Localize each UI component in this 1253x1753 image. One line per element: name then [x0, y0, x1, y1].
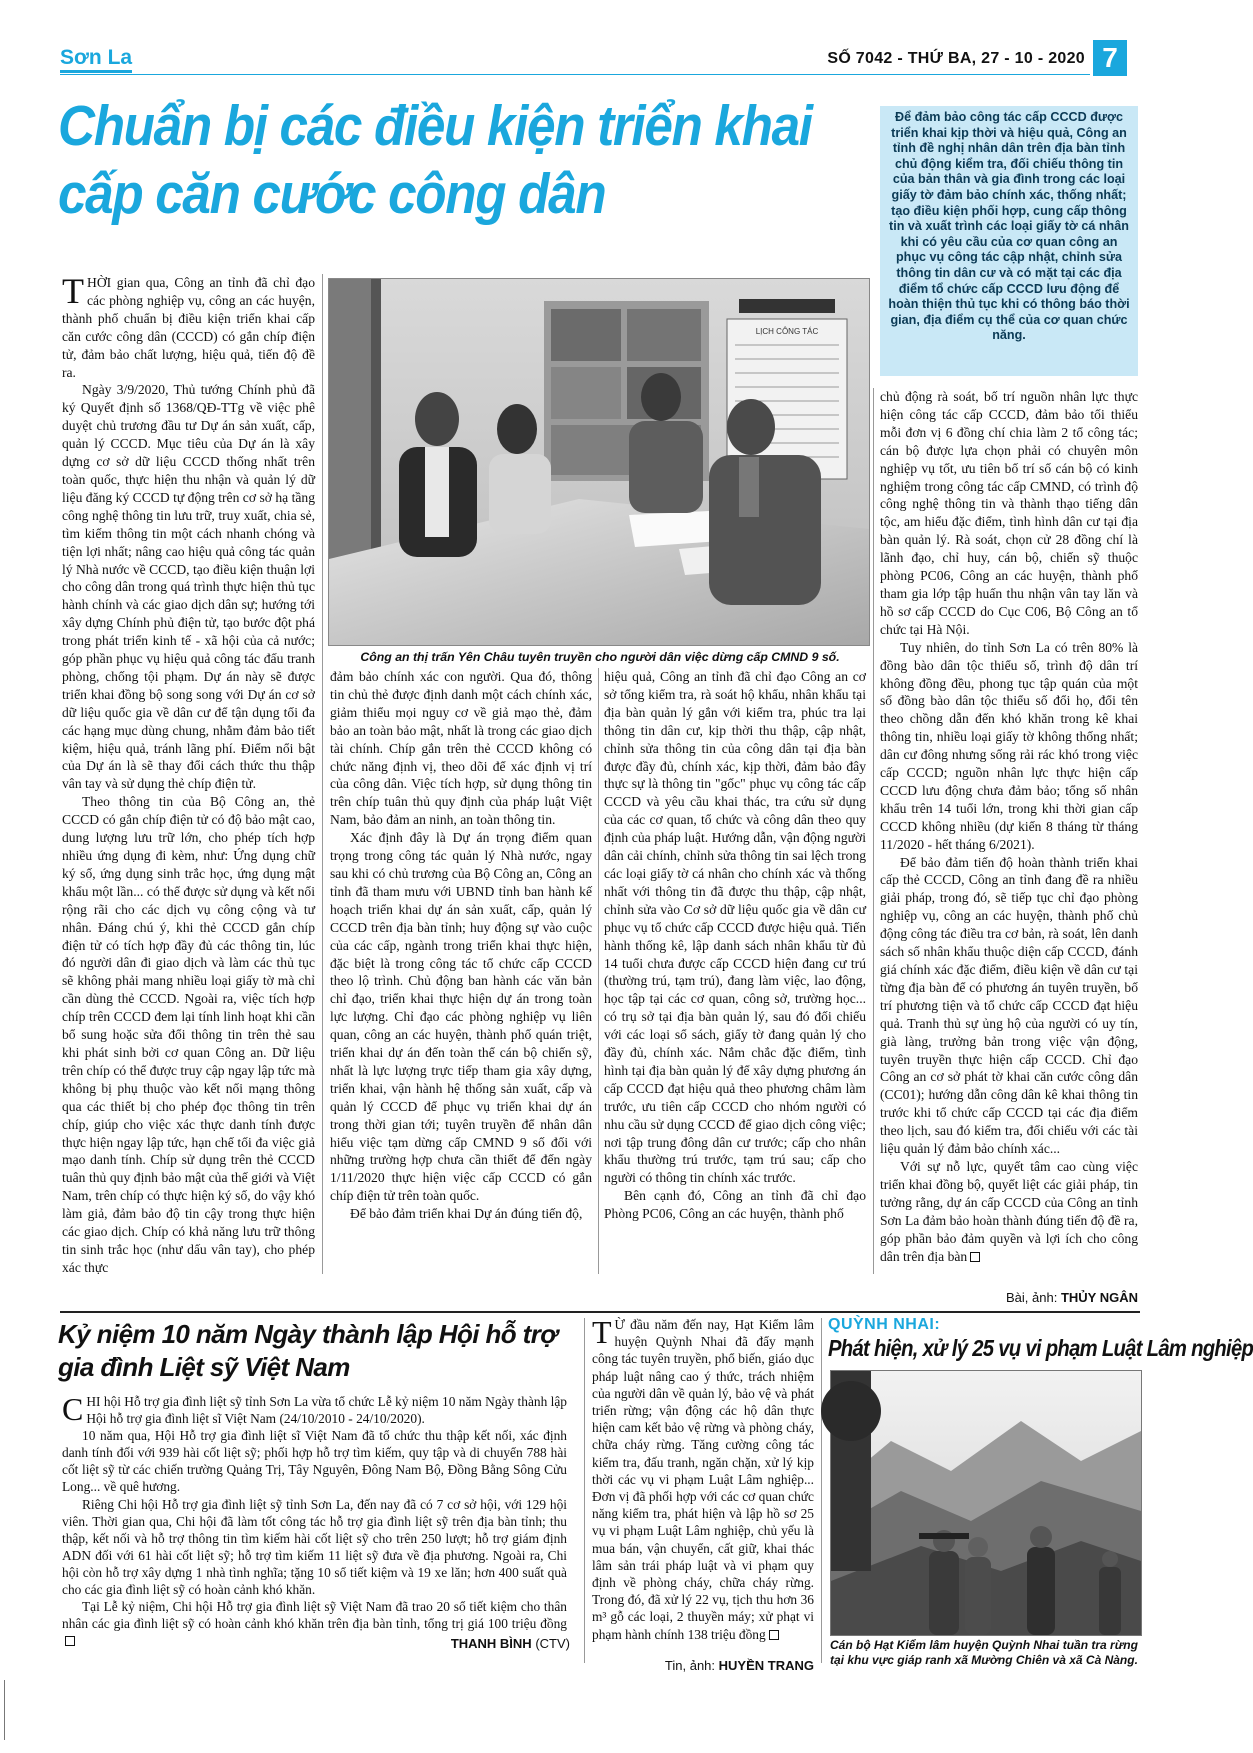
- column-divider: [598, 668, 599, 1274]
- sapo-text: Để đảm bảo công tác cấp CCCD được triển khai kịp thời và hiệu quả, Công an tỉnh đề nghị nhân dân trên địa bàn tỉnh chủ động kiểm tra, đối chiếu thông tin của bản thân và gia đình trong các loại giấy tờ đảm bảo chính xác, thống nhất; tạo điều kiện phối hợp, cung cấp thông tin và xuất trình các loại giấy tờ cá nhân khi có yêu cầu của cơ quan công an phục vụ công tác cập nhật, chỉnh sửa thông tin dân cư và có mặt tại các địa điểm tổ chức cấp CCCD lưu động để hoàn thiện thủ tục khi có thông báo thời gian, địa điểm cụ thể của cơ quan chức năng.: [888, 110, 1130, 343]
- main-paragraph: HỜI gian qua, Công an tỉnh đã chỉ đạo các phòng nghiệp vụ, công an các huyện, thành phố chuẩn bị điều kiện triển khai cấp căn cước công dân (CCCD) có gắn chíp điện tử, đảm bảo chất lượng, hiệu quả, tiến độ đề ra.: [62, 275, 315, 380]
- header-rule: [60, 74, 1090, 75]
- byline-author: HUYỀN TRANG: [718, 1658, 814, 1673]
- article3-dropcap: T: [592, 1314, 612, 1350]
- byline-author: THANH BÌNH: [450, 1636, 532, 1651]
- main-col-2: [330, 668, 592, 1223]
- article2-paragraph: 10 năm qua, Hội Hỗ trợ gia đình liệt sĩ Việt Nam đã tổ chức thu thập kết nối, xác định danh tính đối với 939 hài cốt liệt sỹ; phối hợp hỗ trợ tìm kiếm, quy tập và di chuyển 788 hài cốt liệt sỹ từ các chiến trường Quảng Trị, Tây Nguyên, Đông Nam Bộ, Đồng Bằng Sông Cửu Long... về quê hương.: [62, 1428, 567, 1495]
- forest-patrol-photo: [831, 1371, 1141, 1635]
- article4-title: Phát hiện, xử lý 25 vụ vi phạm Luật Lâm nghiệp: [828, 1335, 1253, 1361]
- main-paragraph: Tuy nhiên, do tỉnh Sơn La có trên 80% là đồng bào dân tộc thiểu số, trình độ dân trí không đồng đều, phong tục tập quán của một số đồng bào dân tộc thiểu số đổi họ, đổi tên theo chồng dẫn đến khó khăn trong kê khai thông tin, nhiều loại giấy tờ không thống nhất; dân cư đông nhưng sống rải rác khó trong việc cấp CCCD; nguồn nhân lực thực hiện cấp CCCD lưu động chưa đảm bảo; tổng số nhân khẩu trên 14 tuổi lớn, trong khi thời gian cấp CCCD không nhiều (dự kiến 8 tháng từ tháng 11/2020 - hết tháng 6/2021).: [880, 639, 1138, 852]
- main-title-line2: cấp căn cước công dân: [58, 162, 606, 226]
- section-rule: [60, 1311, 1140, 1313]
- article2-byline: [300, 1636, 570, 1651]
- byline-suffix: (CTV): [535, 1636, 570, 1651]
- article4-kicker: QUỲNH NHAI:: [828, 1316, 941, 1333]
- police-office-photo: [329, 279, 869, 645]
- main-paragraph: Để bảo đảm triển khai Dự án đúng tiến độ,: [350, 1206, 583, 1222]
- main-paragraph: đảm bảo chính xác con người. Qua đó, thông tin chủ thẻ được định danh một cách chính xác, giảm thiểu mọi nguy cơ về giả mạo thẻ, đảm bảo an toàn bảo mật, nhất là trong các giao dịch tài chính. Chíp gắn trên thẻ CCCD không có chức năng định vị, theo dõi để xác định vị trí của công dân. Việc tích hợp, sử dụng thông tin trên chíp tuân thủ quy định của pháp luật Việt Nam, bảo đảm an ninh, an toàn thông tin.: [330, 669, 592, 828]
- article3-paragraph: Ừ đầu năm đến nay, Hạt Kiểm lâm huyện Quỳnh Nhai đã đẩy mạnh công tác tuyên truyền, phổ biến, giáo dục pháp luật nâng cao ý thức, trách nhiệm của người dân về quản lý, bảo vệ và phát triển rừng; vận động các hộ dân thực hiện cam kết bảo vệ rừng và phòng cháy, chữa cháy rừng. Tăng cường công tác kiểm tra, đấu tranh, ngăn chặn, xử lý kịp thời các vụ vi phạm Luật Lâm nghiệp... Đơn vị đã phối hợp với các cơ quan chức năng kiểm tra, phát hiện và lập hồ sơ 25 vụ vi phạm Luật Lâm nghiệp, chủ yếu là mua bán, vận chuyển, cất giữ, khai thác lâm sản trái pháp luật và vi phạm quy định về phòng cháy, chữa cháy rừng. Trong đó, đã xử lý 22 vụ, tịch thu hơn 36 m³ gỗ các loại, 2 thuyền máy; xử phạt vi phạm hành chính 138 triệu đồng: [592, 1317, 814, 1642]
- main-paragraph: Ngày 3/9/2020, Thủ tướng Chính phủ đã ký Quyết định số 1368/QĐ-TTg về việc phê duyệt chủ trương đầu tư Dự án sản xuất, cấp, quản lý CCCD. Mục tiêu của Dự án là xây dựng cơ sở dữ liệu CCCD thống nhất trên toàn quốc, thực hiện thu nhận và quản lý dữ liệu đăng ký CCCD tự động trên cơ sở hạ tầng công nghệ thông tin lưu trữ, truy xuất, chia sẻ, tìm kiếm thông tin một cách nhanh chóng và tiện lợi nhất; nâng cao hiệu quả công tác quản lý Nhà nước về CCCD, tạo điều kiện thuận lợi cho công dân trong quá trình thực hiện thủ tục hành chính và các giao dịch dân sự; hướng tới xây dựng Chính phủ điện tử, tạo bước đột phá trong phát triển kinh tế - xã hội của cả nước; góp phần phục vụ hiệu quả công tác đấu tranh phòng, chống tội phạm. Dự án này sẽ được triển khai đồng bộ song song với Dự án cơ sở dữ liệu quốc gia về dân cư để tận dụng tối đa các hạng mục dùng chung, nhằm đảm bảo tiết kiệm, hiệu quả, tránh lãng phí. Điểm nổi bật của Dự án là sẽ thay đổi cách thức thu thập vân tay và sử dụng thẻ chíp điện tử.: [62, 382, 315, 792]
- main-byline: [880, 1290, 1138, 1305]
- article2-paragraph: Riêng Chi hội Hỗ trợ gia đình liệt sỹ tỉnh Sơn La, đến nay đã có 7 cơ sở hội, với 129 hội viên. Thời gian qua, Chi hội đã làm tốt công tác hỗ trợ gia đình liệt sỹ trên địa bàn tỉnh; thu thập, kết nối và hỗ trợ thông tin tìm kiếm hài cốt liệt sỹ cho trên 250 lượt; hỗ trợ giám định ADN đối với 61 hài cốt liệt sỹ; hỗ trợ tìm kiếm 11 liệt sỹ đưa về địa phương. Ngoài ra, Chi hội còn hỗ trợ xây dựng 1 nhà tình nghĩa; tặng 10 sổ tiết kiệm và 19 xe lăn; hơn 400 suất quà cho các gia đình liệt sỹ có hoàn cảnh khó khăn.: [62, 1496, 567, 1598]
- main-paragraph: hiệu quả, Công an tỉnh đã chỉ đạo Công an cơ sở tổng kiểm tra, rà soát hộ khẩu, nhân khẩu tại địa bàn quản lý gắn với kiểm tra, phúc tra lại thông tin dân cư, kịp thời thu thập, cập nhật, chỉnh sửa thông tin của công dân tại địa bàn được đầy đủ, chính xác, kịp thời, đảm bảo đây thực sự là thông tin "gốc" phục vụ công tác cấp CCCD và yêu cầu khai thác, tra cứu sử dụng của các cơ quan, tổ chức và công dân theo quy định của pháp luật. Hướng dẫn, vận động người dân cải chính, chỉnh sửa thông tin sai lệch trong các loại giấy tờ cá nhân cho chính xác và thống nhất với thông tin đã được thu thập, cập nhật, chỉnh sửa vào Cơ sở dữ liệu quốc gia về dân cư phục vụ tổ chức cấp CCCD được hiệu quả. Tiến hành thống kê, lập danh sách nhân khẩu từ đủ 14 tuổi chưa được cấp CCCD hiện đang cư trú (thường trú, tạm trú), đang làm việc, lao động, học tập tại các cơ quan, công sở, trường học... có trụ sở tại địa bàn quản lý, sau đó đối chiếu với các loại sổ sách, giấy tờ đang quản lý cho đầy đủ, chính xác. Nắm chắc đặc điểm, tình hình tại địa bàn quản lý để xây dựng phương án cấp CCCD đạt hiệu quả theo phương châm làm trước, ưu tiên cấp CCCD cho nhóm người có nhu cầu sử dụng CCCD để giao dịch công việc; nơi tập trung đông dân cư trước; cấp cho nhân khẩu thường trú trước, tạm trú sau; cấp cho người có thông tin chính xác trước.: [604, 669, 866, 1186]
- article3-byline: [592, 1658, 814, 1673]
- article2-title-line2: gia đình Liệt sỹ Việt Nam: [58, 1352, 350, 1382]
- byline-prefix: Tin, ảnh:: [664, 1658, 716, 1673]
- main-paragraph: Bên cạnh đó, Công an tỉnh đã chỉ đạo Phòng PC06, Công an các huyện, thành phố: [604, 1188, 866, 1222]
- article2-title: [58, 1318, 578, 1384]
- column-divider: [584, 1318, 585, 1663]
- main-dropcap: T: [62, 271, 84, 311]
- article4-photo-caption: Cán bộ Hạt Kiểm lâm huyện Quỳnh Nhai tuần tra rừng tại khu vực giáp ranh xã Mường Chiên và xã Cà Nàng.: [830, 1638, 1138, 1667]
- page-number: 7: [1093, 40, 1127, 76]
- article2-dropcap: C: [62, 1391, 84, 1427]
- end-mark-icon: [970, 1252, 980, 1262]
- page-margin-line: [4, 1680, 5, 1740]
- main-col-1: [62, 271, 315, 1277]
- article2-paragraph: HI hội Hỗ trợ gia đình liệt sỹ tỉnh Sơn La vừa tổ chức Lễ kỷ niệm 10 năm Ngày thành lập Hội hỗ trợ gia đình liệt sĩ Việt Nam (24/10/2010 - 24/10/2020).: [86, 1394, 567, 1427]
- main-paragraph: Với sự nỗ lực, quyết tâm cao cùng việc triển khai đồng bộ, quyết liệt các giải pháp, tin tưởng rằng, dự án cấp CCCD của Công an tỉnh Sơn La đảm bảo hoàn thành đúng tiến độ đề ra, góp phần bảo đảm quyền và lợi ích cho công dân trên địa bàn: [880, 1158, 1138, 1264]
- issue-info: SỐ 7042 - THỨ BA, 27 - 10 - 2020: [827, 50, 1085, 67]
- main-col-3: [604, 668, 866, 1223]
- main-paragraph: Để bảo đảm tiến độ hoàn thành triển khai cấp thẻ CCCD, Công an tỉnh đang đề ra nhiều giải pháp, trong đó, sẽ tiếp tục chỉ đạo phòng nghiệp vụ, công an các huyện, thành phố chủ động công tác điều tra cơ bản, rà soát, lên danh sách số nhân khẩu thuộc diện cấp CCCD, đánh giá chính xác đặc điểm, điều kiện về dân cư tại từng địa bàn để có phương án tuyên truyền, bố trí phương tiện và tổ chức cấp CCCD đạt hiệu quả. Tranh thủ sự ủng hộ của người có uy tín, già làng, trưởng bản trong việc vận động, tuyên truyền thực hiện cấp CCCD. Chỉ đạo Công an cơ sở phát tờ khai căn cước công dân (CC01); hướng dẫn công dân kê khai thông tin trước khi tổ chức cấp CCCD tại các địa điểm theo lịch, sau đó kiểm tra, đối chiếu với các tài liệu quản lý đảm bảo chính xác...: [880, 854, 1138, 1157]
- column-divider: [821, 1318, 822, 1663]
- byline-author: THỦY NGÂN: [1060, 1290, 1138, 1305]
- main-col-4: [880, 388, 1138, 1265]
- main-photo: [328, 278, 870, 646]
- article3-body: [592, 1316, 814, 1643]
- main-photo-caption: Công an thị trấn Yên Châu tuyên truyền cho người dân việc dừng cấp CMND 9 số.: [360, 650, 840, 664]
- main-paragraph: Theo thông tin của Bộ Công an, thẻ CCCD có gắn chíp điện tử có độ bảo mật cao, dung lượng lưu trữ lớn, cho phép tích hợp nhiều ứng dụng đi kèm, như: Ứng dụng chữ ký số, ứng dụng sinh trắc học, ứng dụng mật khẩu một lần... có thể được sử dụng và kết nối rộng rãi cho các dịch vụ công cộng và tư nhân. Đáng chú ý, khi thẻ CCCD gắn chíp điện tử có tích hợp đầy đủ các thông tin, lúc đó người dân đi giao dịch và làm các thủ tục sẽ không phải mang nhiều loại giấy tờ mà chỉ cần dùng thẻ CCCD. Ngoài ra, việc tích hợp chíp trên CCCD đem lại tính linh hoạt khi cần bổ sung hoặc sửa đổi thông tin trên thẻ sau khi phát sinh bởi cơ quan Công an. Dữ liệu trên chíp có thể được truy cập ngay lập tức mà không bị phụ thuộc vào kết nối mạng thông qua các thiết bị cho phép đọc thông tin trên chíp, giúp cho việc xác thực danh tính được thực hiện ngay lập tức, hạn chế tối đa việc giả mạo danh tính. Chíp sử dụng trên thẻ CCCD tuân thủ quy định bảo mật của thế giới và Việt Nam, trên chíp có thực hiện ký số, do vậy khó làm giả, đảm bảo độ tin cậy trong thực hiện các giao dịch. Chíp có khả năng lưu trữ thông tin sinh trắc học (như dấu vân tay), cho phép xác thực: [62, 794, 315, 1275]
- column-divider: [322, 274, 323, 1274]
- section-label: Sơn La: [60, 46, 132, 73]
- main-paragraph: Xác định đây là Dự án trọng điểm quan trọng trong công tác quản lý Nhà nước, ngay sau khi có chủ trương của Bộ Công an, Công an tỉnh đã tham mưu với UBND tỉnh ban hành kế hoạch triển khai dự án sản xuất, cấp, quản lý CCCD trên địa bàn tỉnh; huy động sự vào cuộc của các cấp, ngành trong triển khai thực hiện, đặc biệt là trong công tác tổ chức cấp CCCD theo lộ trình. Chủ động ban hành các văn bản chỉ đạo, triển khai thực hiện dự án trong toàn lực lượng. Chỉ đạo các phòng nghiệp vụ liên quan, công an các huyện, thành phố quán triệt, triển khai dự án đến toàn thể cán bộ chiến sỹ, nhất là lực lượng trực tiếp tham gia xây dựng, triển khai, vận hành hệ thống sản xuất, cấp và quản lý CCCD để phục vụ triển khai dự án trong thời gian tới; tuyên truyền để nhân dân hiểu việc tạm dừng cấp CMND 9 số đối với những trường hợp chưa cần thiết để đến ngày 1/11/2020 thực hiện việc cấp CCCD có gắn chíp điện tử trên toàn quốc.: [330, 830, 592, 1204]
- byline-prefix: Bài, ảnh:: [1006, 1290, 1058, 1305]
- article2-title-line1: Kỷ niệm 10 năm Ngày thành lập Hội hỗ trợ: [58, 1319, 558, 1349]
- article4-photo: [830, 1370, 1142, 1636]
- article2-paragraph: Tại Lễ kỷ niệm, Chi hội Hỗ trợ gia đình liệt sỹ Việt Nam đã trao 20 sổ tiết kiệm cho thân nhân các gia đình liệt sỹ có hoàn cảnh khó khăn trên địa bàn tỉnh, tổng trị giá 100 triệu đồng: [62, 1599, 567, 1632]
- board-text: LỊCH CÔNG TÁC: [755, 327, 819, 336]
- main-title: [58, 92, 814, 228]
- main-title-line1: Chuẩn bị các điều kiện triển khai: [58, 94, 812, 158]
- end-mark-icon: [769, 1630, 779, 1640]
- column-divider: [873, 388, 874, 1274]
- main-paragraph: chủ động rà soát, bố trí nguồn nhân lực thực hiện công tác cấp CCCD, đảm bảo tối thiểu mỗi đơn vị 6 đồng chí chia làm 2 tổ công tác; cán bộ được lựa chọn phải có chuyên môn nghiệp vụ tốt, ưu tiên bố trí số cán bộ có kinh nghiệm trong công tác cấp CMND, có trình độ công nghệ thông tin và thành thạo tiếng dân tộc, am hiểu đặc điểm, tình hình dân cư tại địa bàn quản lý. Rà soát, chọn cử 28 đồng chí là lãnh đạo, chỉ huy, cán bộ, chiến sỹ thuộc phòng PC06, Công an các huyện, thành phố tham gia lớp tập huấn thu nhận vân tay lăn và hồ sơ cấp CCCD do Cục C06, Bộ Công an tổ chức tại Hà Nội.: [880, 389, 1138, 637]
- article2-body: [62, 1393, 567, 1649]
- end-mark-icon: [65, 1636, 75, 1646]
